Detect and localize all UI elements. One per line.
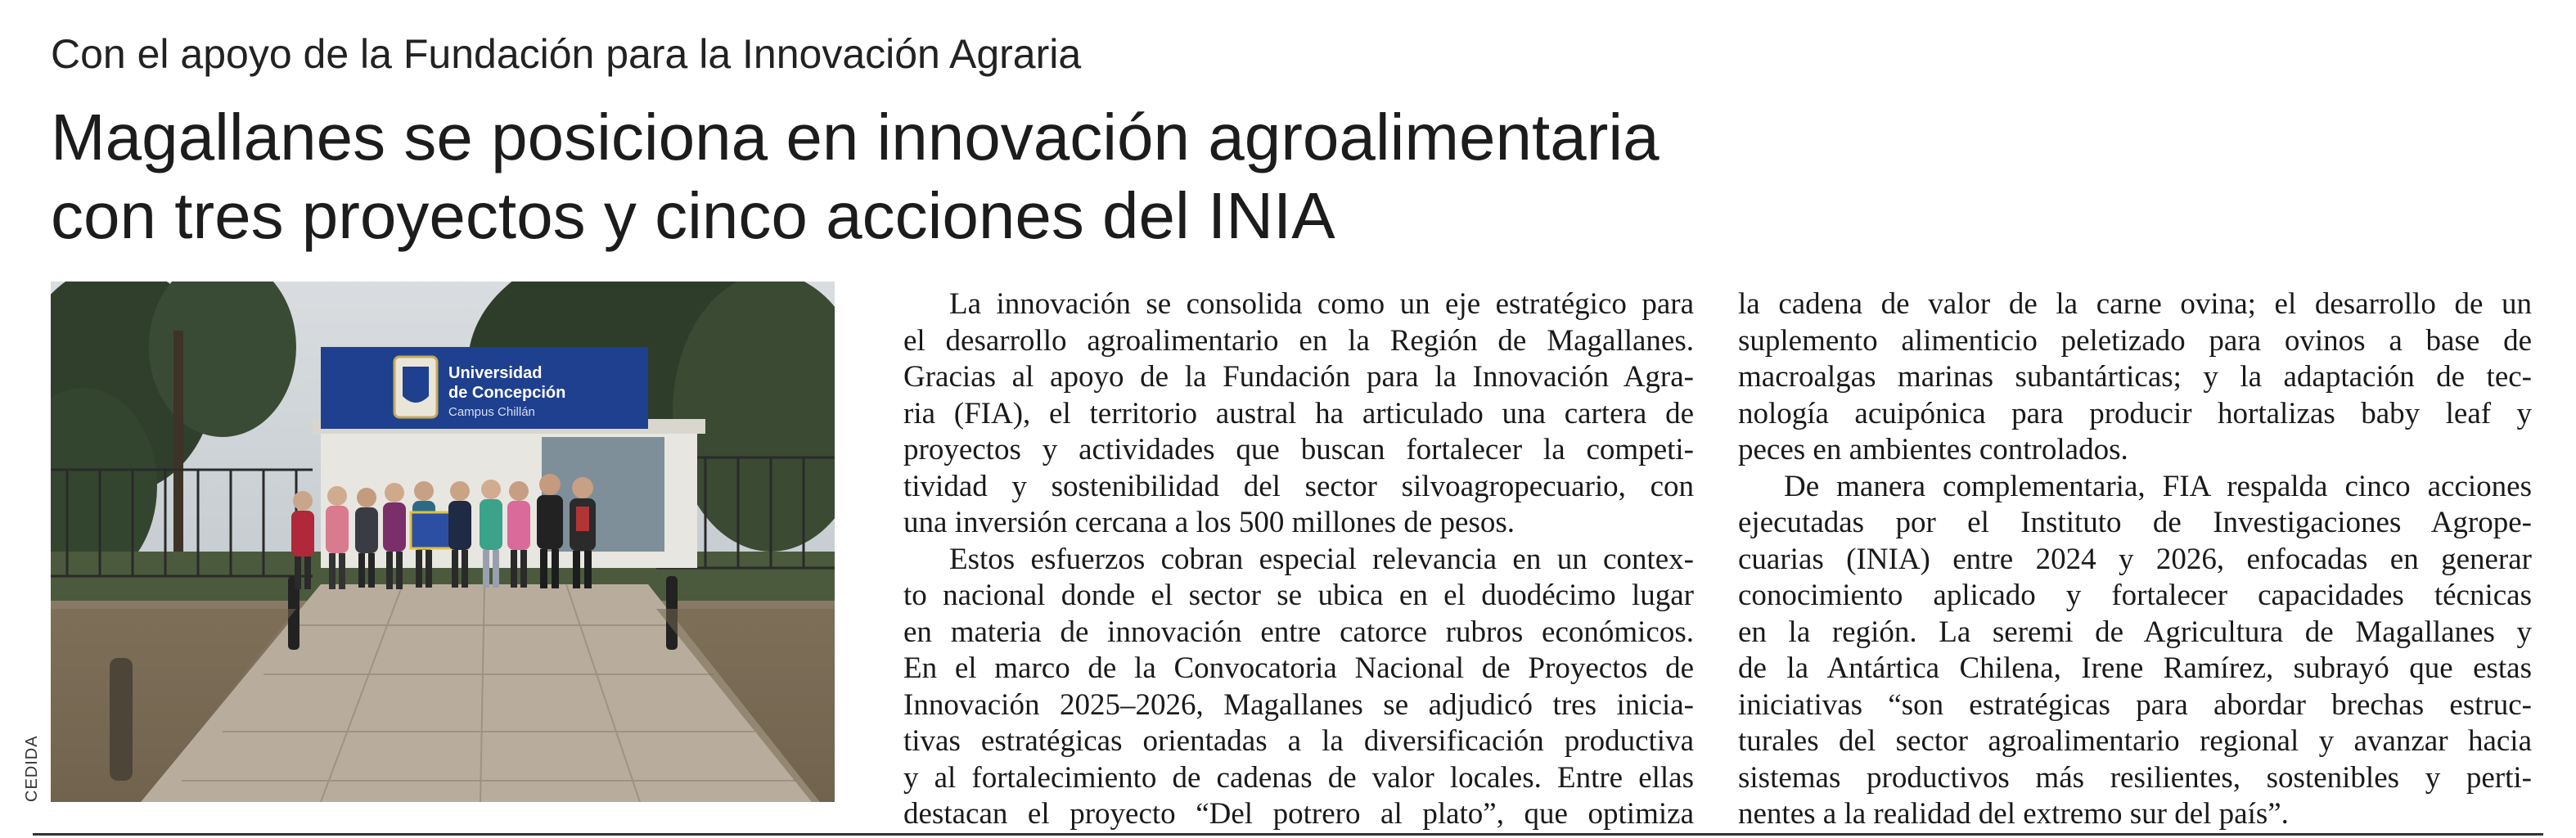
body-line: En el marco de la Convocatoria Nacional de Proyectos de	[903, 651, 1694, 685]
body-line: nentes a la realidad del extremo sur del país”.	[1738, 797, 2289, 831]
article-headline	[51, 98, 1687, 255]
body-line: peces en ambientes controlados.	[1738, 433, 2128, 466]
headline-line: con tres proyectos y cinco acciones del INIA	[51, 179, 1335, 252]
body-line: tividad y sostenibilidad del sector silvoagropecuario, con	[903, 469, 1694, 503]
body-line: iniciativas “son estratégicas para abordar brechas estruc-	[1738, 687, 2532, 722]
body-line: ria (FIA), el territorio austral ha articulado una cartera de	[903, 396, 1694, 430]
body-line: en materia de innovación entre catorce rubros económicos.	[903, 615, 1694, 649]
body-line: macroalgas marinas subantárticas; y la adaptación de tec-	[1738, 360, 2532, 394]
body-line: tivas estratégicas orientadas a la diversificación productiva	[903, 724, 1694, 758]
body-line: la cadena de valor de la carne ovina; el desarrollo de un	[1738, 287, 2532, 321]
body-line: en la región. La seremi de Agricultura de Magallanes y	[1738, 615, 2532, 649]
sign-title-1: Universidad	[448, 364, 543, 382]
body-line: proyectos y actividades que buscan fortalecer la competi-	[903, 433, 1694, 466]
bottom-rule	[33, 833, 2543, 836]
body-line: La innovación se consolida como un eje estratégico para	[949, 287, 1694, 321]
body-line: el desarrollo agroalimentario en la Región de Magallanes.	[903, 323, 1694, 358]
body-line: De manera complementaria, FIA respalda cinco acciones	[1784, 469, 2532, 503]
article-kicker: Con el apoyo de la Fundación para la Innovación Agraria	[51, 31, 1082, 77]
article-column-2	[1738, 286, 2532, 833]
body-line: destacan el proyecto “Del potrero al plato”, que optimiza	[903, 797, 1694, 831]
body-line: de la Antártica Chilena, Irene Ramírez, subrayó que estas	[1738, 651, 2532, 685]
article-column-1	[903, 286, 1694, 833]
body-line: Estos esfuerzos cobran especial relevancia en un contex-	[949, 542, 1694, 576]
body-line: y al fortalecimiento de cadenas de valor locales. Entre ellas	[903, 760, 1694, 795]
sign-title-2: de Concepción	[448, 384, 566, 402]
campus-entrance-illustration	[51, 282, 835, 802]
photo-credit: CEDIDA	[23, 735, 41, 802]
body-line: sistemas productivos más resilientes, sostenibles y perti-	[1738, 760, 2532, 795]
body-line: ejecutadas por el Instituto de Investigaciones Agrope-	[1738, 506, 2532, 539]
body-line: conocimiento aplicado y fortalecer capacidades técnicas	[1738, 579, 2532, 612]
body-line: una inversión cercana a los 500 millones de pesos.	[903, 506, 1515, 539]
headline-line: Magallanes se posiciona en innovación agroalimentaria	[51, 101, 1660, 173]
body-line: suplemento alimenticio peletizado para ovinos a base de	[1738, 323, 2532, 358]
body-line: to nacional donde el sector se ubica en el duodécimo lugar	[903, 579, 1694, 612]
article-photo	[51, 282, 835, 802]
body-line: Innovación 2025–2026, Magallanes se adjudicó tres inicia-	[903, 687, 1694, 722]
body-line: Gracias al apoyo de la Fundación para la Innovación Agra-	[903, 360, 1694, 394]
body-line: nología acuipónica para producir hortalizas baby leaf y	[1738, 396, 2532, 430]
sign-subtitle: Campus Chillán	[448, 405, 535, 419]
body-line: turales del sector agroalimentario regional y avanzar hacia	[1738, 724, 2532, 758]
body-line: cuarias (INIA) entre 2024 y 2026, enfocadas en generar	[1738, 542, 2532, 576]
